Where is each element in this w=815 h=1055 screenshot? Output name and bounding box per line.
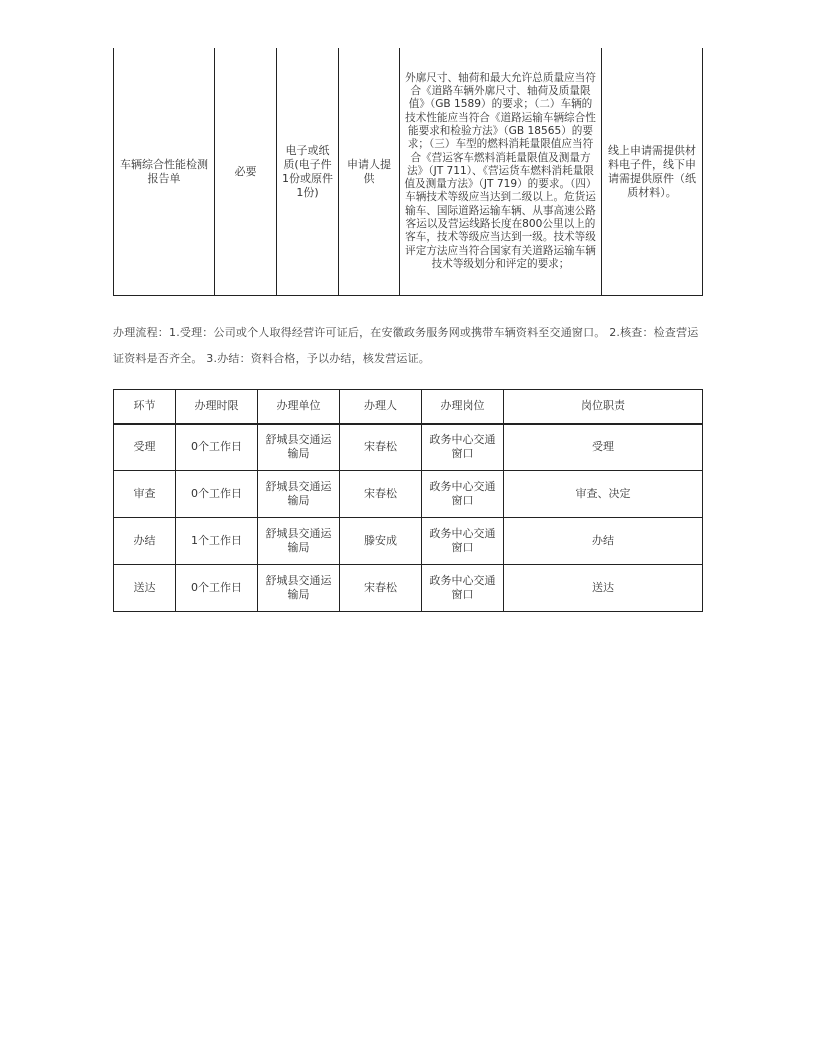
unit-cell: 舒城县交通运输局	[258, 518, 340, 565]
material-remarks-cell: 线上申请需提供材料电子件，线下申请需提供原件（纸质材料）。	[602, 48, 703, 296]
table-row	[114, 471, 703, 518]
header-post: 办理岗位	[422, 390, 504, 424]
table-row	[114, 518, 703, 565]
materials-table	[113, 48, 703, 296]
material-necessity-cell: 必要	[215, 48, 277, 296]
material-name-cell: 车辆综合性能检测报告单	[114, 48, 215, 296]
step-cell: 送达	[114, 565, 176, 612]
unit-cell: 舒城县交通运输局	[258, 424, 340, 471]
unit-cell: 舒城县交通运输局	[258, 565, 340, 612]
table-row	[114, 565, 703, 612]
handler-cell: 滕安成	[340, 518, 422, 565]
header-duty: 岗位职责	[504, 390, 703, 424]
process-description: 办理流程：1.受理：公司或个人取得经营许可证后，在安徽政务服务网或携带车辆资料至交通窗口。 2.核查：检查营运证资料是否齐全。 3.办结：资料合格，予以办结，核发营运证。	[113, 326, 699, 365]
header-unit: 办理单位	[258, 390, 340, 424]
table-header-row	[114, 390, 703, 424]
header-handler: 办理人	[340, 390, 422, 424]
post-cell: 政务中心交通窗口	[422, 471, 504, 518]
handler-cell: 宋春松	[340, 565, 422, 612]
material-source-cell: 申请人提供	[339, 48, 400, 296]
duty-cell: 受理	[504, 424, 703, 471]
handler-cell: 宋春松	[340, 424, 422, 471]
duty-cell: 办结	[504, 518, 703, 565]
step-cell: 办结	[114, 518, 176, 565]
table-row	[114, 424, 703, 471]
header-time-limit: 办理时限	[176, 390, 258, 424]
table-row	[114, 48, 703, 296]
step-cell: 受理	[114, 424, 176, 471]
time-limit-cell: 0个工作日	[176, 424, 258, 471]
step-cell: 审查	[114, 471, 176, 518]
handler-cell: 宋春松	[340, 471, 422, 518]
post-cell: 政务中心交通窗口	[422, 518, 504, 565]
process-steps-table	[113, 389, 703, 612]
duty-cell: 送达	[504, 565, 703, 612]
material-form-cell: 电子或纸质(电子件1份或原件1份)	[277, 48, 339, 296]
unit-cell: 舒城县交通运输局	[258, 471, 340, 518]
post-cell: 政务中心交通窗口	[422, 565, 504, 612]
time-limit-cell: 1个工作日	[176, 518, 258, 565]
header-step: 环节	[114, 390, 176, 424]
material-requirements-cell: 外廓尺寸、轴荷和最大允许总质量应当符合《道路车辆外廓尺寸、轴荷及质量限值》（GB 1589）的要求；（二）车辆的技术性能应当符合《道路运输车辆综合性能要求和检验方法》（GB 18565）的要求；（三）车型的燃料消耗量限值应当符合《营运客车燃料消耗量限值及测量方法》（JT 711）、《营运货车燃料消耗量限值及测量方法》（JT 719）的要求。（四）车辆技术等级应当达到二级以上。危货运输车、国际道路运输车辆、从事高速公路客运以及营运线路长度在800公里以上的客车，技术等级应当达到一级。技术等级评定方法应当符合国家有关道路运输车辆技术等级划分和评定的要求；	[400, 48, 602, 296]
time-limit-cell: 0个工作日	[176, 471, 258, 518]
post-cell: 政务中心交通窗口	[422, 424, 504, 471]
time-limit-cell: 0个工作日	[176, 565, 258, 612]
duty-cell: 审查、决定	[504, 471, 703, 518]
